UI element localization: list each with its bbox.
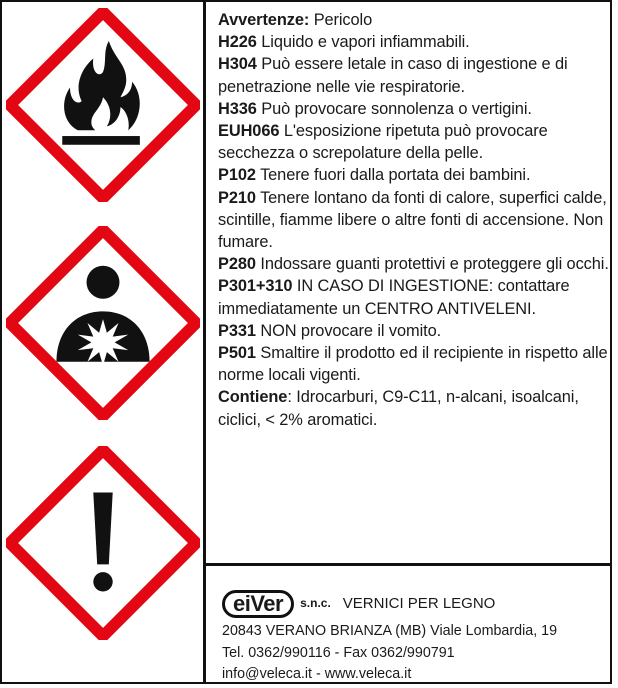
statement-code: EUH066	[218, 122, 280, 141]
statement-code: P301+310	[218, 277, 293, 296]
contains-label: Contiene	[218, 388, 288, 407]
statement-euh066	[218, 120, 610, 164]
company-description: VERNICI PER LEGNO	[342, 595, 496, 613]
health-hazard-icon	[6, 226, 200, 420]
statement-code: H226	[218, 33, 257, 52]
statement-code: P331	[218, 321, 256, 340]
logo-row	[222, 590, 612, 618]
statement-h304	[218, 53, 610, 97]
statement-h226	[218, 31, 610, 53]
flame-pictogram	[6, 8, 200, 202]
statement-text: Liquido e vapori infiammabili.	[261, 33, 470, 52]
statement-h336	[218, 98, 610, 120]
statement-p301-310	[218, 275, 610, 319]
signal-label: Avvertenze:	[218, 11, 310, 29]
statement-p102	[218, 164, 610, 186]
statement-text: IN CASO DI INGESTIONE: contattare immediatamente un CENTRO ANTIVELENI.	[218, 277, 570, 318]
statement-code: H304	[218, 55, 257, 74]
company-form: s.n.c.	[300, 596, 331, 611]
statement-code: P280	[218, 255, 256, 274]
flame-icon	[6, 8, 200, 202]
company-logo: eiVer	[222, 590, 294, 618]
contains-line	[218, 386, 610, 430]
exclamation-pictogram	[6, 446, 200, 640]
statement-code: P102	[218, 166, 256, 185]
company-address: 20843 VERANO BRIANZA (MB) Viale Lombardia, 19	[222, 623, 558, 639]
statement-text: Tenere fuori dalla portata dei bambini.	[260, 166, 531, 185]
contains-text: : Idrocarburi, C9-C11, n-alcani, isoalcani, ciclici, < 2% aromatici.	[218, 388, 579, 429]
statement-text: Può provocare sonnolenza o vertigini.	[261, 99, 532, 118]
text-column	[206, 0, 612, 684]
statement-text: Indossare guanti protettivi e proteggere gli occhi.	[260, 255, 609, 274]
statement-p501	[218, 342, 610, 386]
company-footer	[222, 590, 612, 686]
pictogram-column	[0, 0, 203, 684]
statement-text: Tenere lontano da fonti di calore, superfici calde, scintille, fiamme libere o altre fonti di accensione. Non fumare.	[218, 188, 607, 252]
statement-text: Può essere letale in caso di ingestione e di penetrazione nelle vie respiratorie.	[218, 55, 568, 96]
statement-code: P210	[218, 188, 256, 207]
statement-text: NON provocare il vomito.	[260, 321, 442, 340]
signal-word: Pericolo	[313, 11, 373, 29]
hazard-text-block	[218, 9, 610, 431]
statement-code: P501	[218, 344, 256, 363]
statement-code: H336	[218, 99, 257, 118]
company-phones: Tel. 0362/990116 - Fax 0362/990791	[222, 644, 455, 661]
statement-p210	[218, 187, 610, 254]
health-hazard-pictogram	[6, 226, 200, 420]
statement-text: L'esposizione ripetuta può provocare secchezza o screpolature della pelle.	[218, 122, 548, 163]
statement-p280	[218, 253, 610, 275]
statement-p331	[218, 320, 610, 342]
statement-text: Smaltire il prodotto ed il recipiente in rispetto alle norme locali vigenti.	[218, 344, 608, 385]
company-contacts: info@veleca.it - www.veleca.it	[222, 666, 412, 682]
signal-line	[218, 9, 610, 31]
exclamation-icon	[6, 446, 200, 640]
